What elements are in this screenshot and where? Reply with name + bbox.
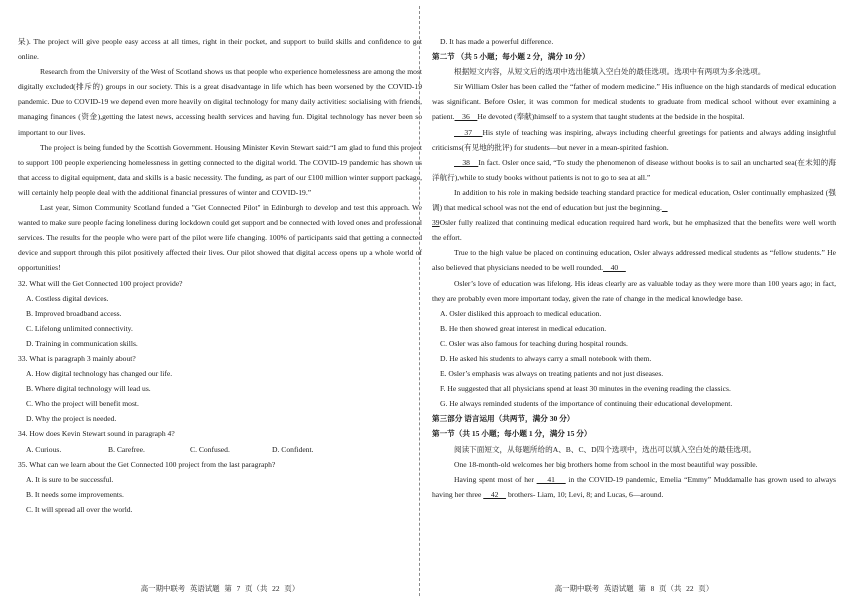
osler-paragraph-2-text: His style of teaching was inspiring, always including cheerful greetings for patients and always adding insightful criticisms(有见地的批评) for students—but never in a mean-spirited fashion.: [432, 127, 837, 152]
passage-paragraph-continuation: 呆). The project will give people easy access at all times, right in their pocket, and support to build skills and confidence to get online.: [18, 37, 422, 62]
blank-39[interactable]: 39: [432, 218, 440, 228]
osler-paragraph-4-text: In addition to his role in making bedside teaching standard practice for medical education, Osler continually emphasized (强调) that medical school was not the end of education but just the beginning.: [432, 187, 836, 213]
question-32: 32. What will the Get Connected 100 project provide?: [18, 278, 183, 288]
left-page-content: [18, 34, 422, 517]
blank-39-lead: [662, 203, 668, 212]
osler-paragraph-5-text: True to the high value be placed on continuing education, Osler always addressed medical students as “fellow students.” He also believed that physicians needed to be well rounded.: [432, 248, 836, 273]
right-page-content: [432, 34, 836, 502]
option-d[interactable]: D. He asked his students to always carry a small notebook with them.: [440, 353, 652, 363]
q33-option-b[interactable]: B. Where digital technology will lead us.: [26, 384, 151, 394]
q34-option-a[interactable]: A. Curious.: [26, 444, 62, 454]
q32-option-b[interactable]: B. Improved broadband access.: [26, 308, 122, 318]
q33-option-d[interactable]: D. Why the project is needed.: [26, 414, 117, 424]
option-e[interactable]: E. Osler’s emphasis was always on treating patients and not just diseases.: [440, 369, 664, 379]
passage-paragraph-funding: The project is being funded by the Scottish Government. Housing Minister Kevin Stewart said:“I am glad to fund this project to support 100 people experiencing homelessness in getting connected to the digital world. The COVID-19 pandemic has shown us that access to digital equipment, data and skills is a basic necessity. The funding, as part of our £100 million winter support package, will certainly help people deal with the additional financial pressures of winter and COVID-19.”: [18, 142, 422, 197]
page-footer-8: 高一期中联考 英语试题 第 8 页（共 22 页）: [554, 584, 714, 593]
page-divider: [419, 6, 420, 596]
q32-option-a[interactable]: A. Costless digital devices.: [26, 293, 109, 303]
osler-paragraph-1-cont: He devoted (奉献)himself to a system that taught students at the bedside in the hospital.: [477, 112, 745, 122]
q35-option-b[interactable]: B. It needs some improvements.: [26, 489, 124, 499]
q35-option-a[interactable]: A. It is sure to be successful.: [26, 474, 114, 484]
osler-paragraph-4b-text: Osler fully realized that continuing medical education required hard work, but he emphasized that the benefits were well worth the effort.: [432, 218, 836, 243]
q33-option-c[interactable]: C. Who the project will benefit most.: [26, 399, 139, 409]
osler-paragraph-4: [432, 185, 836, 215]
passage-paragraph-pilot: Last year, Simon Community Scotland funded a "Get Connected Pilot" in Edinburgh to develop and test this approach. We wanted to make sure people facing loneliness during lockdown could get support and be connected with loved ones and professional services. The results for the people who were part of the pilot were life changing. 100% of participants said that getting a connected device and support through this pilot positively affected their lives. Our pilot showed that digital access opens up a whole world of opportunities!: [18, 203, 422, 273]
osler-paragraph-6: Osler’s love of education was lifelong. His ideas clearly are as valuable today as they were more than 100 years ago; in fact, they are probably even more important today, given the rate of change in the medical knowledge base.: [432, 278, 836, 303]
part3-heading: 第三部分 语言运用（共两节，满分 30 分）: [432, 414, 575, 424]
cloze-paragraph-2-text-b: in the COVID-19 pandemic, Emelia “Emmy” Muddamalle has grown used to always having her three: [432, 474, 836, 499]
q34-option-b[interactable]: B. Carefree.: [108, 444, 145, 454]
osler-paragraph-3-text: In fact. Osler once said, “To study the phenomenon of disease without books is to sail an uncharted sea(在未知的海洋航行),while to study books without patients is not to go to sea at all.”: [432, 157, 837, 182]
osler-paragraph-1: [432, 79, 836, 124]
cloze-paragraph-2: [432, 472, 836, 502]
blank-36[interactable]: 36: [454, 112, 478, 122]
cloze-paragraph-1: One 18-month-old welcomes her big brothers home from school in the most beautiful way possible.: [454, 459, 758, 469]
osler-paragraph-4b: [432, 215, 836, 245]
q34-options: [18, 442, 422, 457]
blank-42[interactable]: 42: [483, 489, 507, 499]
page-footer-7: 高一期中联考 英语试题 第 7 页（共 22 页）: [140, 584, 300, 593]
q32-option-d[interactable]: D. Training in communication skills.: [26, 338, 138, 348]
section1-heading: 第一节（共 15 小题；每小题 1 分，满分 15 分）: [432, 429, 592, 439]
osler-paragraph-3: [432, 155, 836, 185]
option-c[interactable]: C. Osler was also famous for teaching during hospital rounds.: [440, 338, 628, 348]
cloze-paragraph-2-text-c: brothers- Liam, 10; Levi, 8; and Lucas, 6—around.: [507, 489, 664, 499]
blank-37[interactable]: 37: [454, 127, 483, 137]
passage-paragraph-research: Research from the University of the West of Scotland shows us that people who experience homelessness are among the most digitally excluded(排斥的) groups in our society. This is a great disadvantage in life which has been worsened by the COVID-19 pandemic. Due to COVID-19 we depend even more heavily on digital technology for many daily activities: socialising with friends, managing finances (资金),getting the latest news, accessing health services and having fun. Digital technology has never been so important to our lives.: [18, 67, 423, 137]
section2-heading: 第二节 （共 5 小题；每小题 2 分，满分 10 分）: [432, 52, 590, 62]
q35-option-d[interactable]: D. It has made a powerful difference.: [440, 37, 554, 46]
question-33: 33. What is paragraph 3 mainly about?: [18, 353, 136, 363]
q32-option-c[interactable]: C. Lifelong unlimited connectivity.: [26, 323, 133, 333]
blank-41[interactable]: 41: [536, 474, 566, 484]
osler-paragraph-1-text: Sir William Osler has been called the “father of modern medicine.” His influence on the high standards of medical education was significant. Before Osler, it was common for medical students to graduate from medical school without ever examining a patient.: [432, 82, 836, 122]
q33-option-a[interactable]: A. How digital technology has changed our life.: [26, 369, 173, 379]
right-page: [432, 0, 836, 608]
question-35: 35. What can we learn about the Get Connected 100 project from the last paragraph?: [18, 459, 276, 469]
option-a[interactable]: A. Osler disliked this approach to medical education.: [440, 308, 602, 318]
section2-instructions: 根据短文内容，从短文后的选项中选出能填入空白处的最佳选项。选项中有两项为多余选项。: [454, 67, 766, 77]
cloze-paragraph-2-text-a: Having spent most of her: [454, 474, 534, 484]
osler-paragraph-5: [432, 245, 836, 275]
question-34: 34. How does Kevin Stewart sound in paragraph 4?: [18, 429, 175, 439]
section1-instructions: 阅读下面短文，从每题所给的A、B、C、D四个选项中，选出可以填入空白处的最佳选项。: [454, 444, 757, 454]
blank-40[interactable]: 40: [603, 263, 626, 273]
option-f[interactable]: F. He suggested that all physicians spend at least 30 minutes in the evening reading the classics.: [440, 384, 731, 394]
blank-38[interactable]: 38: [454, 157, 479, 167]
option-b[interactable]: B. He then showed great interest in medical education.: [440, 323, 607, 333]
q35-option-c[interactable]: C. It will spread all over the world.: [26, 504, 133, 514]
q34-option-c[interactable]: C. Confused.: [190, 444, 230, 454]
osler-paragraph-2: [432, 125, 836, 155]
q34-option-d[interactable]: D. Confident.: [272, 444, 314, 454]
option-g[interactable]: G. He always reminded students of the importance of continuing their educational development.: [440, 399, 733, 409]
left-page: [18, 0, 422, 608]
